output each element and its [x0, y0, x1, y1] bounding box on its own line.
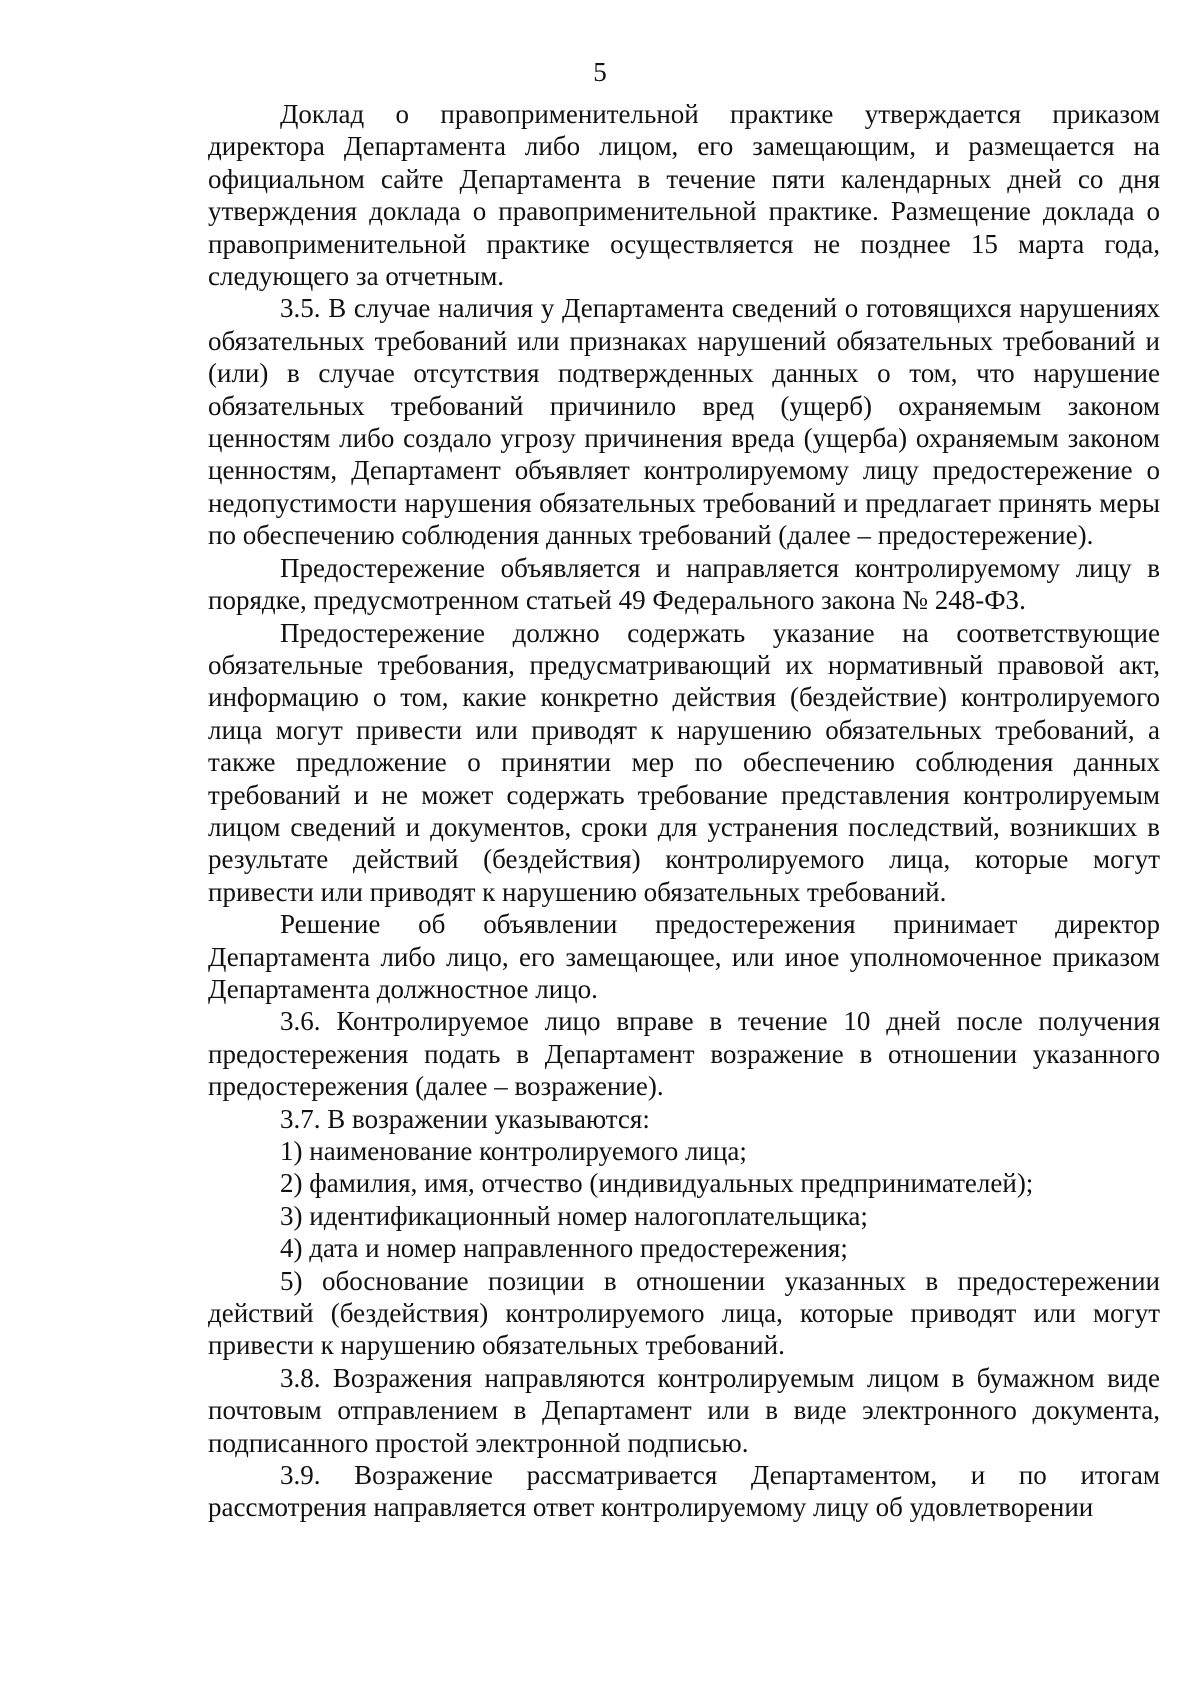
paragraph-3-9: 3.9. Возражение рассматривается Департаментом, и по итогам рассмотрения направляется ответ контролируемому лицу об удовлетворении [208, 1460, 1160, 1523]
paragraph-3-5: 3.5. В случае наличия у Департамента сведений о готовящихся нарушениях обязательных требований или признаках нарушений обязательных требований и (или) в случае отсутствия подтвержденных данных о том, что нарушение обязательных требований причинило вред (ущерб) охраняемым законом ценностям либо создало угрозу причинения вреда (ущерба) охраняемым законом ценностям, Департамент объявляет контролируемому лицу предостережение о недопустимости нарушения обязательных требований и предлагает принять меры по обеспечению соблюдения данных требований (далее – предостережение). [208, 293, 1160, 551]
paragraph-report-publication: Доклад о правоприменительной практике утверждается приказом директора Департамента либо лицом, его замещающим, и размещается на официальном сайте Департамента в течение пяти календарных дней со дня утверждения доклада о правоприменительной практике. Размещение доклада о правоприменительной практике осуществляется не позднее 15 марта года, следующего за отчетным. [208, 99, 1160, 292]
paragraph-3-7: 3.7. В возражении указываются: [280, 1103, 650, 1134]
list-item-5: 5) обоснование позиции в отношении указанных в предостережении действий (бездействия) контролируемого лица, которые приводят или могут привести к нарушению обязательных требований. [208, 1265, 1160, 1361]
paragraph-warning-issuance: Предостережение объявляется и направляется контролируемому лицу в порядке, предусмотренном статьей 49 Федерального закона № 248-ФЗ. [208, 552, 1160, 616]
page-number: 5 [593, 57, 607, 87]
list-item-3: 3) идентификационный номер налогоплательщика; [280, 1200, 868, 1231]
page-body [208, 98, 1160, 1524]
paragraph-warning-content: Предостережение должно содержать указание на соответствующие обязательные требования, предусматривающий их нормативный правовой акт, информацию о том, какие конкретно действия (бездействие) контролируемого лица могут привести или приводят к нарушению обязательных требований, а также предложение о принятии мер по обеспечению соблюдения данных требований и не может содержать требование представления контролируемым лицом сведений и документов, сроки для устранения последствий, возникших в результате действий (бездействия) контролируемого лица, которые могут привести или приводят к нарушению обязательных требований. [208, 617, 1160, 907]
list-item-2: 2) фамилия, имя, отчество (индивидуальных предпринимателей); [280, 1168, 1034, 1199]
paragraph-warning-decision: Решение об объявлении предостережения принимает директор Департамента либо лицо, его замещающее, или иное уполномоченное приказом Департамента должностное лицо. [208, 909, 1160, 1004]
paragraph-3-6: 3.6. Контролируемое лицо вправе в течение 10 дней после получения предостережения подать в Департамент возражение в отношении указанного предостережения (далее – возражение). [208, 1006, 1160, 1102]
paragraph-3-8: 3.8. Возражения направляются контролируемым лицом в бумажном виде почтовым отправлением в Департамент или в виде электронного документа, подписанного простой электронной подписью. [208, 1362, 1160, 1458]
list-item-4: 4) дата и номер направленного предостережения; [280, 1233, 848, 1264]
list-item-1: 1) наименование контролируемого лица; [280, 1136, 747, 1166]
